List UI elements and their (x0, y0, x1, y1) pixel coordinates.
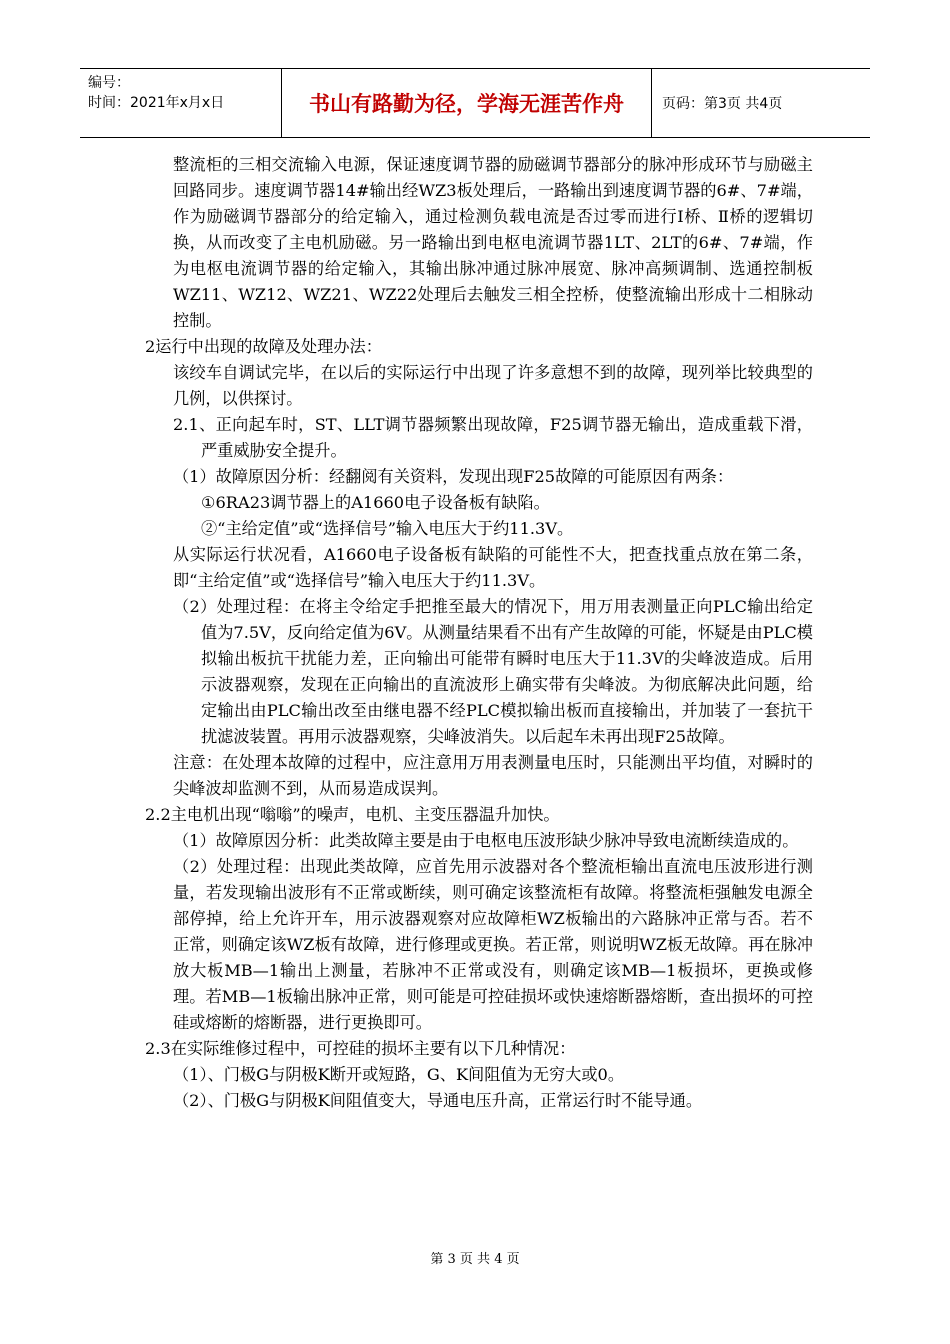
header-page-label: 页码：第3页 共4页 (662, 96, 783, 112)
header-time-label: 时间：2021年x月x日 (88, 95, 225, 111)
subsection-heading: 2.1、正向起车时，ST、LLT调节器频繁出现故障，F25调节器无输出，造成重载下滑，严重威胁安全提升。 (173, 415, 813, 460)
subsection-heading: 2.3在实际维修过程中，可控硅的损坏主要有以下几种情况： (145, 1039, 576, 1058)
header-motto: 书山有路勤为径，学海无涯苦作舟 (282, 69, 652, 137)
list-item: ②“主给定值”或“选择信号”输入电压大于约11.3V。 (201, 519, 574, 538)
paragraph: 该绞车自调试完毕，在以后的实际运行中出现了许多意想不到的故障，现列举比较典型的几例，以供探讨。 (173, 363, 813, 408)
document-header (80, 68, 870, 138)
page-footer: 第 3 页 共 4 页 (430, 1252, 520, 1267)
paragraph: （1）故障原因分析：经翻阅有关资料，发现出现F25故障的可能原因有两条： (173, 467, 734, 486)
paragraph: （2）处理过程：出现此类故障，应首先用示波器对各个整流柜输出直流电压波形进行测量，若发现输出波形有不正常或断续，则可确定该整流柜有故障。将整流柜强触发电源全部停掉，给上允许开车，用示波器观察对应故障柜WZ板输出的六路脉冲正常与否。若不正常，则确定该WZ板有故障，进行修理或更换。若正常，则说明WZ板无故障。再在脉冲放大板MB—1输出上测量，若脉冲不正常或没有，则确定该MB—1板损坏，更换或修理。若MB—1板输出脉冲正常，则可能是可控硅损坏或快速熔断器熔断，查出损坏的可控硅或熔断的熔断器，进行更换即可。 (173, 857, 813, 1032)
section-heading: 2运行中出现的故障及处理办法： (145, 337, 382, 356)
document-body (145, 152, 813, 1114)
list-item: ①6RA23调节器上的A1660电子设备板有缺陷。 (201, 493, 550, 512)
note-paragraph: 注意：在处理本故障的过程中，应注意用万用表测量电压时，只能测出平均值，对瞬时的尖峰波却监测不到，从而易造成误判。 (173, 753, 813, 798)
subsection-heading: 2.2主电机出现“嗡嗡”的噪声，电机、主变压器温升加快。 (145, 805, 560, 824)
list-item: （1）、门极G与阴极K断开或短路，G、K间阻值为无穷大或0。 (173, 1065, 625, 1084)
list-item: （2）、门极G与阴极K间阻值变大，导通电压升高，正常运行时不能导通。 (173, 1091, 703, 1110)
paragraph: 从实际运行状况看，A1660电子设备板有缺陷的可能性不大，把查找重点放在第二条，即“主给定值”或“选择信号”输入电压大于约11.3V。 (173, 545, 813, 590)
header-meta (80, 69, 282, 137)
paragraph: （1）故障原因分析：此类故障主要是由于电枢电压波形缺少脉冲导致电流断续造成的。 (173, 831, 799, 850)
paragraph: （2）处理过程：在将主令给定手把推至最大的情况下，用万用表测量正向PLC输出给定值为7.5V，反向给定值为6V。从测量结果看不出有产生故障的可能，怀疑是由PLC模拟输出板抗干扰能力差，正向输出可能带有瞬时电压大于11.3V的尖峰波造成。后用示波器观察，发现在正向输出的直流波形上确实带有尖峰波。为彻底解决此问题，给定输出由PLC输出改至由继电器不经PLC模拟输出板而直接输出，并加装了一套抗干扰滤波装置。再用示波器观察，尖峰波消失。以后起车未再出现F25故障。 (173, 597, 813, 746)
paragraph: 整流柜的三相交流输入电源，保证速度调节器的励磁调节器部分的脉冲形成环节与励磁主回路同步。速度调节器14#输出经WZ3板处理后，一路输出到速度调节器的6#、7#端，作为励磁调节器部分的给定输入，通过检测负载电流是否过零而进行Ⅰ桥、Ⅱ桥的逻辑切换，从而改变了主电机励磁。另一路输出到电枢电流调节器1LT、2LT的6#、7#端，作为电枢电流调节器的给定输入，其输出脉冲通过脉冲展宽、脉冲高频调制、选通控制板WZ11、WZ12、WZ21、WZ22处理后去触发三相全控桥，使整流输出形成十二相脉动控制。 (173, 155, 813, 330)
header-number-label: 编号： (88, 75, 130, 91)
